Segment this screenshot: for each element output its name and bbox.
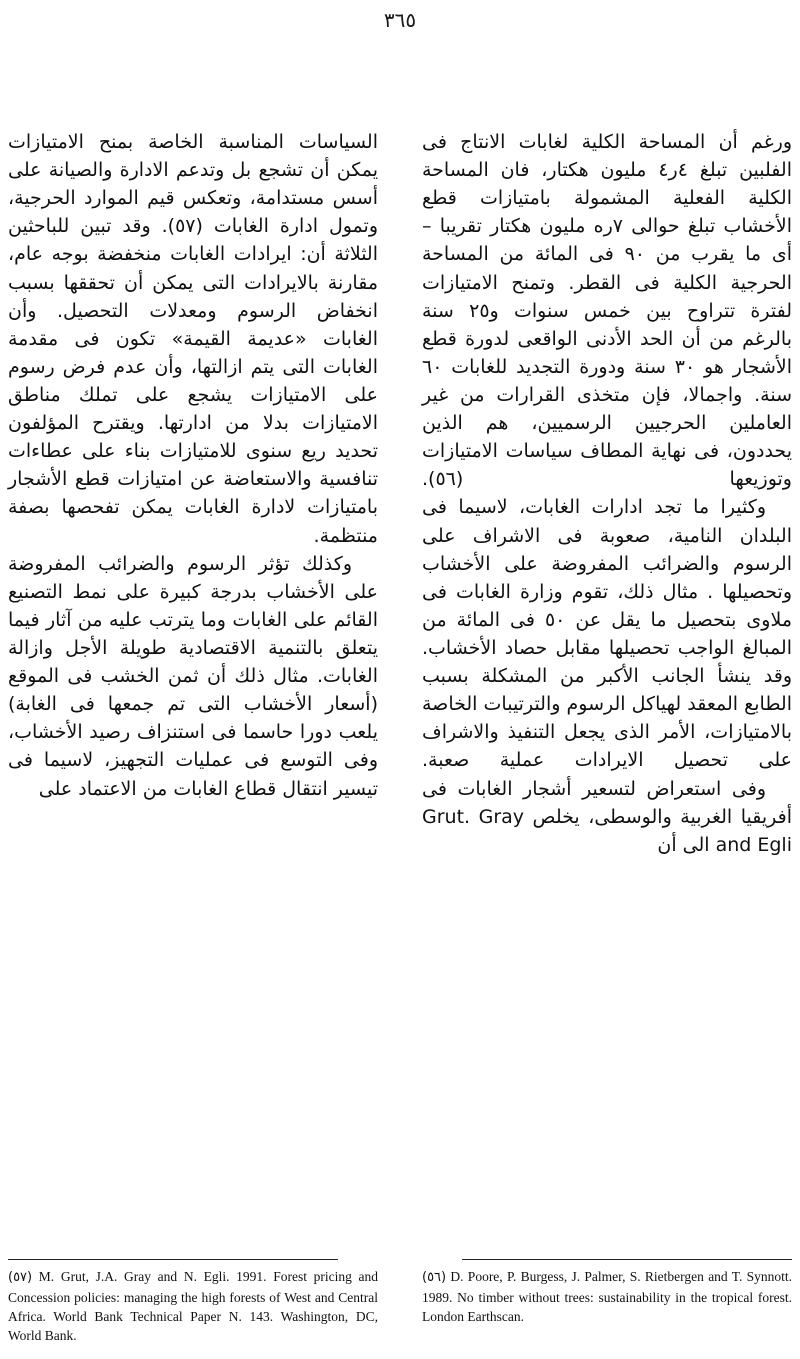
column-left <box>8 128 378 859</box>
paragraph: السياسات المناسبة الخاصة بمنح الامتيازات يمكن أن تشجع بل وتدعم الادارة والصيانة على أسس مستدامة، وتعكس قيم الموارد الحرجية، وتمول ادارة الغابات (٥٧). وقد تبين للباحثين الثلاثة أن: ايرادات الغابات منخفضة بوجه عام، مقارنة بالايرادات التى يمكن أن تحققها بسبب انخفاض الرسوم ومعدلات التحصيل. وأن الغابات «عديمة القيمة» تكون فى مقدمة الغابات التى يتم ازالتها، وأن عدم فرض رسوم على الامتيازات يشجع على تملك مناطق الامتيازات بدلا من ادارتها. ويقترح المؤلفون تحديد ريع سنوى للامتيازات بناء على عطاءات تنافسية والاستعاضة عن امتيازات قطع الأشجار بامتيازات لادارة الغابات يمكن تفحصها بصفة منتظمة. <box>8 131 379 547</box>
paragraph: وفى استعراض لتسعير أشجار الغابات فى أفريقيا الغربية والوسطى، يخلص Grut. Gray and Egli الى أن <box>422 777 792 856</box>
footnote-left <box>8 1259 378 1345</box>
footnote-marker: (٥٧) <box>8 1270 33 1286</box>
page-number: ٣٦٥ <box>383 8 417 32</box>
footnote-right <box>422 1259 792 1345</box>
paragraph: ورغم أن المساحة الكلية لغابات الانتاج فى الفلبين تبلغ ٤ر٤ مليون هكتار، فان المساحة الكلية الفعلية المشمولة بامتيازات قطع الأخشاب تبلغ حوالى ٧ره مليون هكتار تقريبا – أى ما يقرب من ٩٠ فى المائة من المساحة الحرجية الكلية فى القطر. وتمنح الامتيازات لفترة تتراوح بين خمس سنوات و٢٥ سنة بالرغم من أن الحد الأدنى الواقعى لدورة قطع الأشجار هو ٣٠ سنة ودورة التجديد للغابات ٦٠ سنة. واجمالا، فإن متخذى القرارات من غير العاملين الحرجيين الرسميين، هم الذين يحددون، فى نهاية المطاف سياسات الامتيازات وتوزيعها (٥٦). <box>422 131 792 491</box>
footnote-divider <box>8 1259 338 1260</box>
paragraph: وكثيرا ما تجد ادارات الغابات، لاسيما فى البلدان النامية، صعوبة فى الاشراف على الرسوم والضرائب المفروضة على الأخشاب وتحصيلها . مثال ذلك، تقوم وزارة الغابات فى ملاوى بتحصيل ما يقل عن ٥٠ فى المائة من المبالغ الواجب تحصيلها مقابل حصاد الأخشاب. وقد ينشأ الجانب الأكبر من المشكلة بسبب الطابع المعقد لهياكل الرسوم والترتيبات الخاصة بالامتيازات، الأمر الذى يجعل التنفيذ والاشراف على تحصيل الايرادات عملية صعبة. <box>422 496 792 772</box>
footnote-marker: (٥٦) <box>422 1270 447 1286</box>
column-right <box>422 128 792 859</box>
paragraph: وكذلك تؤثر الرسوم والضرائب المفروضة على الأخشاب بدرجة كبيرة على نمط التصنيع القائم على الغابات وما يترتب عليه من آثار فيما يتعلق بالتنمية الاقتصادية طويلة الأجل وازالة الغابات. مثال ذلك أن ثمن الخشب فى الموقع (أسعار الأخشاب التى تم جمعها فى الغابة) يلعب دورا حاسما فى استنزاف رصيد الأخشاب، وفى التوسع فى عمليات التجهيز، لاسيما فى تيسير انتقال قطاع الغابات من الاعتماد على <box>8 552 378 800</box>
footnote-text <box>422 1267 792 1326</box>
footnote-divider <box>462 1259 792 1260</box>
footnote-body: D. Poore, P. Burgess, J. Palmer, S. Rietbergen and T. Synnott. 1989. No timber without trees: sustainability in the tropical forest. London Earthscan. <box>422 1269 792 1324</box>
footnotes <box>8 1259 792 1345</box>
body-columns <box>8 128 792 859</box>
footnote-text <box>8 1267 378 1345</box>
footnote-body: M. Grut, J.A. Gray and N. Egli. 1991. Forest pricing and Concession policies: managing the high forests of West and Central Africa. World Bank Technical Paper N. 143. Washington, DC, World Bank. <box>8 1269 379 1343</box>
